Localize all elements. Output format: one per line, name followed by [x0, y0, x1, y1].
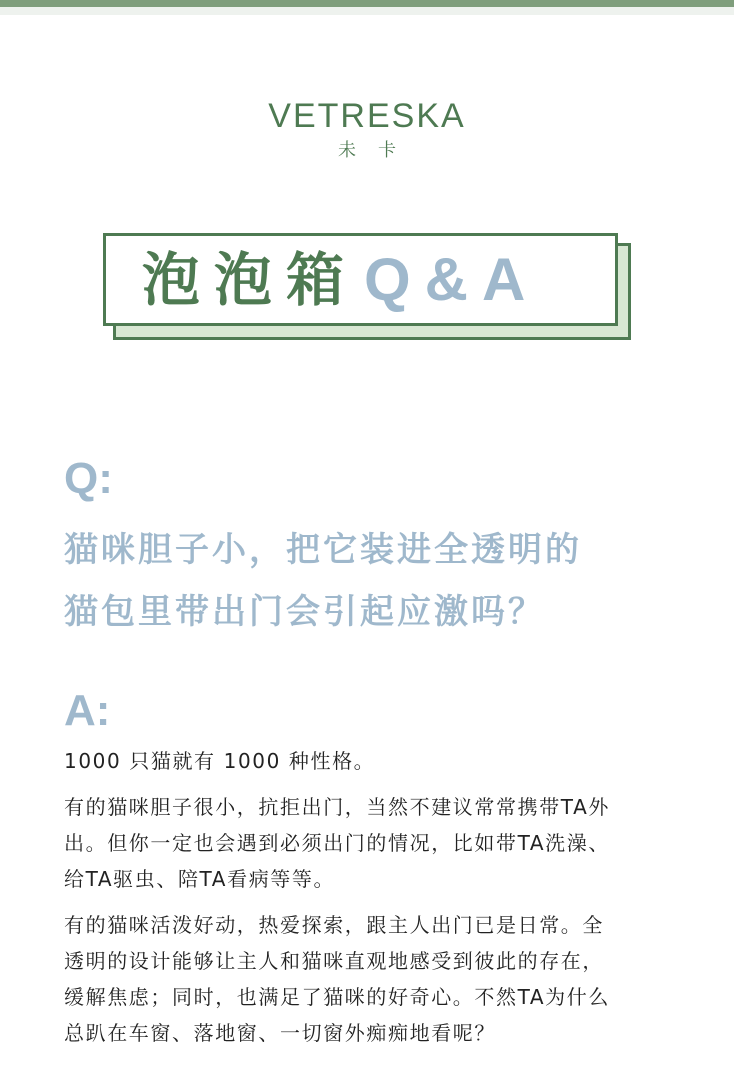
answer-line: 给TA驱虫、陪TA看病等等。: [64, 867, 336, 891]
title-chinese: 泡泡箱: [142, 245, 359, 314]
brand-name: VETRESKA: [268, 97, 466, 135]
answer-line: 有的猫咪胆子很小，抗拒出门，当然不建议常常携带TA外: [64, 795, 610, 819]
question-label: Q:: [64, 454, 113, 503]
brand-subtitle: 未卡: [338, 140, 418, 161]
question-line: 猫包里带出门会引起应激吗？: [64, 592, 545, 632]
answer-line: 1000 只猫就有 1000 种性格。: [64, 749, 376, 773]
answer-line: 总趴在车窗、落地窗、一切窗外痴痴地看呢？: [64, 1021, 496, 1045]
answer-line: 透明的设计能够让主人和猫咪直观地感受到彼此的存在，: [64, 949, 604, 973]
title-box: [103, 233, 618, 326]
brand-logo: [0, 96, 734, 162]
answer-line: 缓解焦虑；同时，也满足了猫咪的好奇心。不然TA为什么: [64, 985, 610, 1009]
answer-line: 有的猫咪活泼好动，热爱探索，跟主人出门已是日常。全: [64, 913, 604, 937]
top-decor-bar-light: [0, 7, 734, 15]
top-decor-bar: [0, 0, 734, 7]
title-qa: Q&A: [364, 245, 540, 313]
question-line: 猫咪胆子小，把它装进全透明的: [64, 530, 582, 570]
answer-label: A:: [64, 686, 111, 735]
answer-line: 出。但你一定也会遇到必须出门的情况，比如带TA洗澡、: [64, 831, 610, 855]
